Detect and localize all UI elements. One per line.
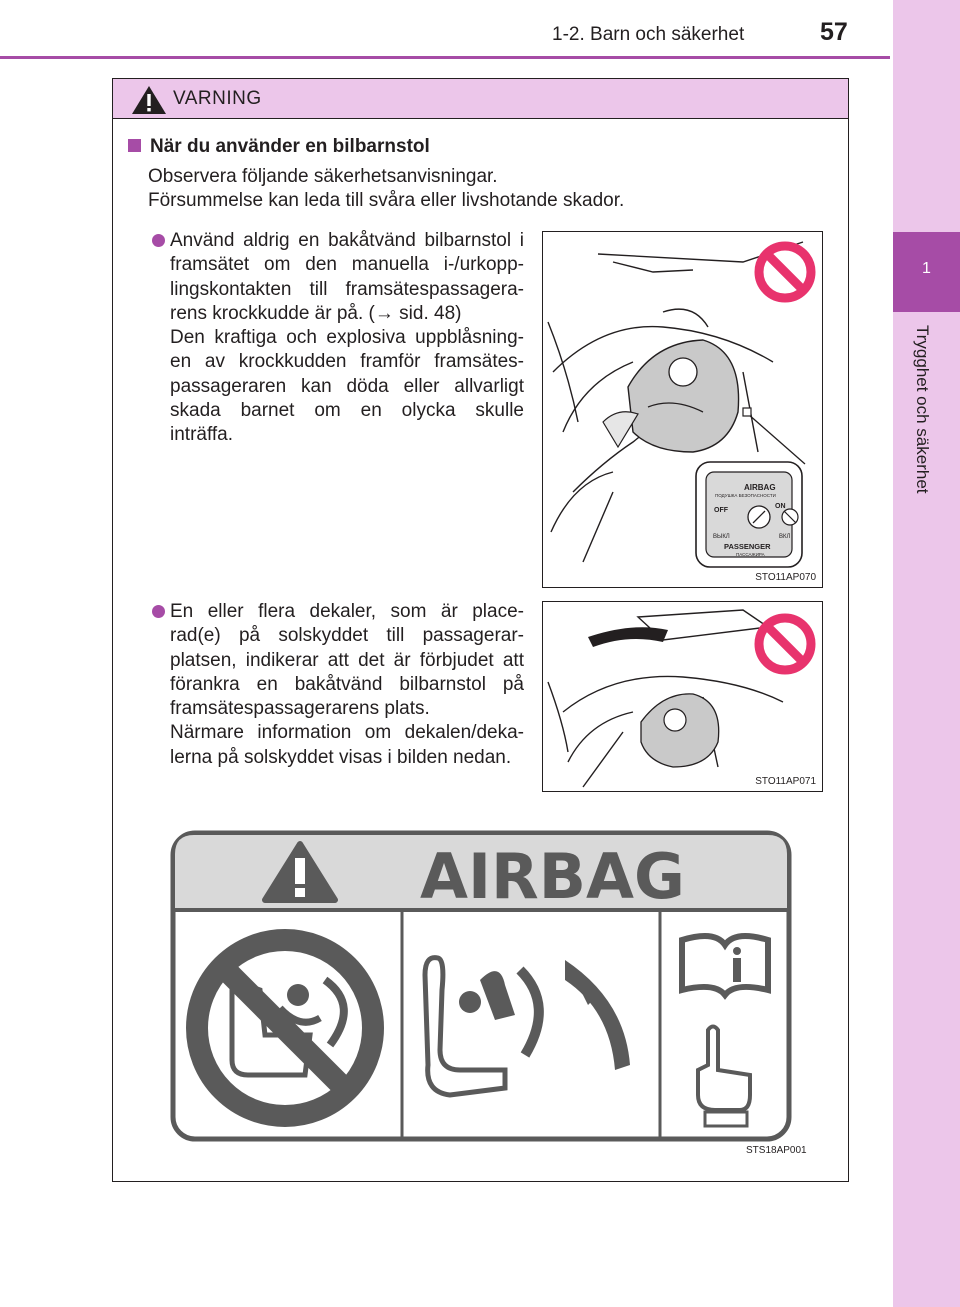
side-tab (893, 0, 960, 1307)
figure-code: STO11AP071 (755, 776, 816, 787)
switch-label-passenger: PASSENGER (724, 542, 771, 551)
circle-bullet-icon (152, 605, 165, 618)
prohibition-icon (759, 246, 811, 298)
switch-label-off: OFF (714, 507, 728, 514)
chapter-number: 1 (922, 260, 931, 277)
section-heading: När du använder en bilbarnstol (128, 136, 430, 158)
decal-title: AIRBAG (420, 840, 685, 913)
car-interior-illustration (543, 232, 822, 587)
page-number: 57 (820, 18, 848, 46)
switch-label-airbag: AIRBAG (744, 483, 776, 492)
warning-header (113, 79, 848, 119)
bullet-item-2: En eller flera dekaler, som är place- rad(e) på solskyddet till passagerar- platsen, indikerar att det är förbjudet att förankra en bakåtvänd bilbarnstol på framsätespassagerarens plats. Närmare information om dekalen/deka- lerna på solskyddet visas i bilden nedan. (152, 600, 524, 770)
airbag-warning-decal (170, 830, 792, 1142)
header-rule (0, 56, 890, 59)
prohibition-icon (759, 618, 811, 670)
figure-code: STO11AP070 (755, 572, 816, 583)
car-sunvisor-illustration (543, 602, 822, 791)
decal-code: STS18AP001 (746, 1145, 807, 1156)
chapter-label: Trygghet och säkerhet (913, 325, 932, 494)
section-title: 1-2. Barn och säkerhet (552, 24, 745, 45)
figure-rear-facing-seat-airbag (542, 231, 823, 588)
switch-label-on: ON (775, 503, 786, 510)
warning-triangle-icon (131, 85, 167, 115)
figure-sunvisor-decal (542, 601, 823, 792)
square-bullet-icon (128, 139, 141, 152)
intro-line: Observera följande säkerhetsanvisningar. (148, 166, 498, 187)
switch-label-on-ru: ВКЛ (779, 534, 791, 540)
switch-label-airbag-ru: ПОДУШКА БЕЗОПАСНОСТИ (715, 493, 776, 498)
bullet-item-1: Använd aldrig en bakåtvänd bilbarnstol i framsätet om den manuella i-/urkopp- lingskontakten till framsätespassagera- rens krockkudde är på. (→ sid. 48) Den kraftiga och explosiva uppblåsning- en av krockkudden framför framsätes- passageraren kan döda eller allvarligt skada barnet om en olycka skulle inträffa. (152, 229, 524, 448)
warning-title: VARNING (173, 88, 262, 109)
switch-label-off-ru: ВЫКЛ (713, 534, 730, 540)
switch-label-passenger-ru: ПАССАЖИРА (736, 552, 765, 557)
intro-line: Försummelse kan leda till svåra eller livshotande skador. (148, 190, 625, 211)
circle-bullet-icon (152, 234, 165, 247)
